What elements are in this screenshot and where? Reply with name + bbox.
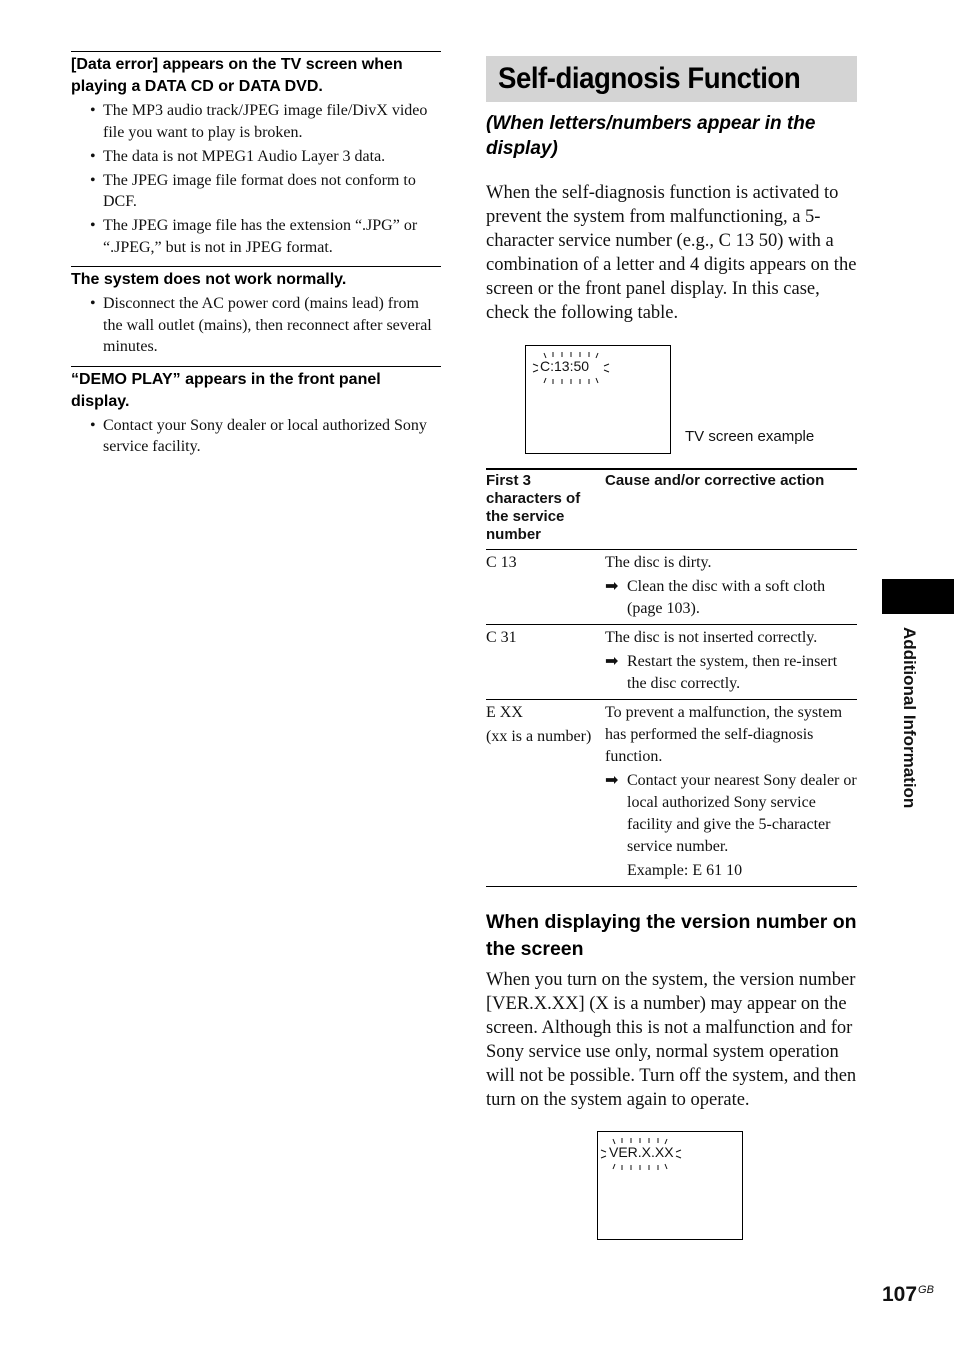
action-text: Restart the system, then re-insert the disc correctly. bbox=[627, 653, 838, 692]
section-title-bar bbox=[486, 56, 857, 102]
page-number-value: 107 bbox=[882, 1283, 918, 1306]
left-column bbox=[71, 51, 441, 466]
table-header-row bbox=[486, 469, 857, 550]
action-text: Contact your nearest Sony dealer or local authorized Sony service facility and give the 5-character service number. bbox=[627, 772, 857, 855]
example-text: Example: E 61 10 bbox=[627, 862, 743, 879]
list-item: • The MP3 audio track/JPEG image file/DivX video file you want to play is broken. bbox=[71, 100, 441, 143]
troubleshoot-block-data-error bbox=[71, 51, 441, 258]
tv-screen-caption: TV screen example bbox=[685, 428, 815, 445]
arrow-right-icon: ➡ bbox=[605, 653, 619, 670]
service-code: C 13 bbox=[486, 554, 517, 571]
troubleshoot-heading: “DEMO PLAY” appears in the front panel display. bbox=[71, 370, 381, 410]
intro-paragraph: When the self-diagnosis function is activated to prevent the system from malfunctioning, a 5-character service number (e.g., C 13 50) with a combination of a letter and 4 digits appears on the screen or the front panel display. In this case, check the following table. bbox=[486, 183, 857, 323]
version-heading: When displaying the version number on the screen bbox=[486, 911, 857, 960]
service-number-table bbox=[486, 468, 857, 887]
table-row bbox=[486, 550, 857, 625]
page-number bbox=[882, 1283, 934, 1307]
bullet-list bbox=[71, 415, 441, 458]
right-column bbox=[486, 56, 857, 1240]
list-item: • Contact your Sony dealer or local authorized Sony service facility. bbox=[71, 415, 441, 458]
service-code-cell bbox=[486, 625, 605, 700]
service-code: E XX bbox=[486, 704, 523, 721]
action-text: Clean the disc with a soft cloth (page 103). bbox=[627, 578, 826, 617]
cause-text: The disc is not inserted correctly. bbox=[605, 629, 818, 646]
section-subtitle: (When letters/numbers appear in the display) bbox=[486, 113, 816, 159]
version-screen-text: VER.X.XX bbox=[609, 1144, 674, 1160]
tv-screen-service-number: C:13:50 bbox=[540, 358, 590, 374]
action-cell bbox=[605, 550, 857, 625]
side-tab-label: Additional Information bbox=[900, 627, 919, 809]
table-row bbox=[486, 700, 857, 887]
list-item: • Disconnect the AC power cord (mains lead) from the wall outlet (mains), then reconnect after several minutes. bbox=[71, 293, 441, 358]
action-cell bbox=[605, 700, 857, 887]
service-code-note: (xx is a number) bbox=[486, 728, 592, 745]
troubleshoot-block-not-working bbox=[71, 266, 441, 358]
arrow-right-icon: ➡ bbox=[605, 578, 619, 595]
list-item: • The JPEG image file has the extension “.JPG” or “.JPEG,” but is not in JPEG format. bbox=[71, 215, 441, 258]
list-item: • The data is not MPEG1 Audio Layer 3 data. bbox=[71, 146, 441, 168]
action-cell bbox=[605, 625, 857, 700]
column-header-code: First 3 characters of the service number bbox=[486, 469, 605, 550]
service-code-cell bbox=[486, 550, 605, 625]
service-code: C 31 bbox=[486, 629, 517, 646]
arrow-right-icon: ➡ bbox=[605, 772, 619, 789]
version-screen-box bbox=[597, 1131, 743, 1240]
cause-text: The disc is dirty. bbox=[605, 554, 712, 571]
troubleshoot-block-demo-play bbox=[71, 366, 441, 458]
tv-screen-example bbox=[525, 345, 857, 455]
cause-text: To prevent a malfunction, the system has performed the self-diagnosis function. bbox=[605, 704, 843, 765]
service-code-cell bbox=[486, 700, 605, 887]
side-tab-marker bbox=[882, 579, 954, 614]
page-suffix: GB bbox=[918, 1284, 934, 1296]
troubleshoot-heading: The system does not work normally. bbox=[71, 271, 347, 288]
column-header-action: Cause and/or corrective action bbox=[605, 469, 857, 550]
bullet-list bbox=[71, 293, 441, 358]
version-paragraph: When you turn on the system, the version number [VER.X.XX] (X is a number) may appear on the screen. Although this is not a malfunction and for Sony service use only, normal system operation will not be possible. Turn off the system, and then turn on the system again to operate. bbox=[486, 970, 857, 1110]
troubleshoot-heading: [Data error] appears on the TV screen when playing a DATA CD or DATA DVD. bbox=[71, 56, 403, 95]
tv-screen-box bbox=[525, 345, 671, 454]
table-row bbox=[486, 625, 857, 700]
bullet-list bbox=[71, 100, 441, 258]
list-item: • The JPEG image file format does not conform to DCF. bbox=[71, 170, 441, 213]
section-title: Self-diagnosis Function bbox=[498, 62, 801, 95]
